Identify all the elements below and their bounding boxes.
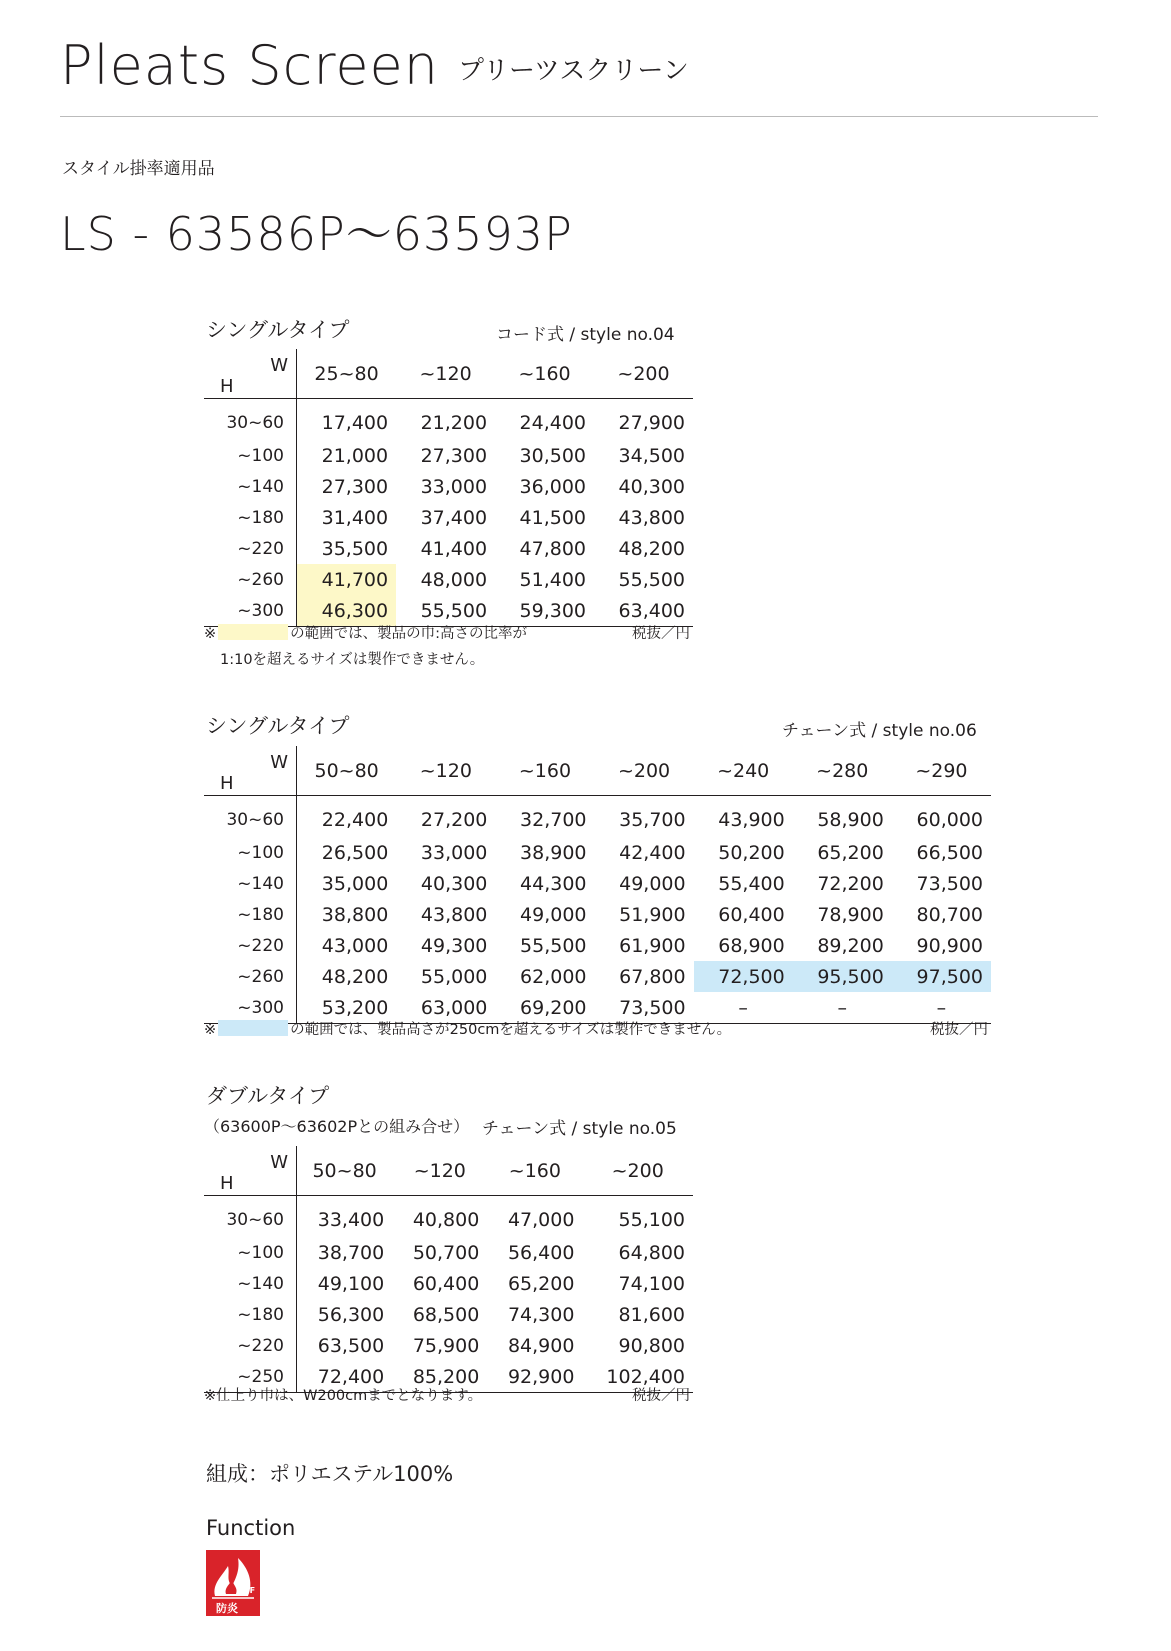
table-row (204, 533, 693, 564)
table-header-row (204, 1146, 693, 1196)
column-header: ~120 (396, 349, 495, 399)
price-cell: 73,500 (916, 872, 983, 895)
row-header: 30~60 (204, 796, 297, 838)
column-header: 50~80 (297, 1146, 393, 1196)
column-header: ~160 (495, 746, 594, 796)
badge-small-text: NIF (240, 1586, 256, 1595)
composition-label: 組成：ポリエステル100% (206, 1462, 454, 1486)
price-cell: 27,300 (321, 475, 389, 498)
table-corner (204, 1146, 297, 1196)
page-title-japanese: プリーツスクリーン (458, 56, 689, 86)
table-row (204, 1330, 693, 1361)
price-cell: 55,100 (618, 1208, 685, 1231)
price-cell: 27,200 (420, 808, 488, 831)
height-axis-label: H (220, 773, 234, 794)
table2-style: チェーン式 / style no.06 (782, 721, 977, 741)
price-cell: 27,300 (420, 444, 488, 467)
price-cell: 30,500 (519, 444, 587, 467)
row-header: ~180 (204, 1299, 297, 1330)
table3-title: ダブルタイプ (206, 1084, 330, 1108)
price-cell: 47,800 (519, 537, 587, 560)
table3-unit: 税抜／円 (632, 1388, 690, 1404)
price-cell: 90,900 (916, 934, 983, 957)
row-header: ~260 (204, 961, 297, 992)
price-cell: 48,200 (618, 537, 685, 560)
table2-note (204, 1018, 731, 1039)
price-cell: 68,500 (412, 1303, 480, 1326)
column-header: ~160 (487, 1146, 582, 1196)
column-header: ~200 (582, 1146, 693, 1196)
price-cell: 72,200 (817, 872, 884, 895)
price-cell: 50,700 (412, 1241, 480, 1264)
price-cell: 65,200 (817, 841, 884, 864)
price-cell: 56,400 (507, 1241, 575, 1264)
table2-unit: 税抜／円 (930, 1022, 988, 1038)
page-title: Pleats Screen (60, 34, 440, 97)
highlight-swatch-yellow (218, 624, 288, 640)
price-cell: 41,500 (519, 506, 587, 529)
function-label: Function (206, 1516, 296, 1540)
table1-style: コード式 / style no.04 (496, 325, 675, 345)
price-cell: 37,400 (420, 506, 488, 529)
price-cell: 65,200 (507, 1272, 575, 1295)
row-header: ~140 (204, 471, 297, 502)
price-cell: 34,500 (618, 444, 685, 467)
price-cell: 64,800 (618, 1241, 685, 1264)
table-row (204, 961, 991, 992)
row-header: ~260 (204, 564, 297, 595)
price-cell-highlighted: 97,500 (892, 961, 991, 992)
price-cell: 32,700 (520, 808, 587, 831)
price-cell: 48,000 (420, 568, 488, 591)
price-cell: 17,400 (321, 411, 389, 434)
price-cell: 38,800 (321, 903, 389, 926)
row-header: ~300 (204, 992, 297, 1024)
row-header: 30~60 (204, 1196, 297, 1238)
note-mark: ※ (204, 1022, 217, 1038)
table1-note (204, 622, 527, 643)
badge-main-text: 防炎 (216, 1602, 238, 1615)
price-cell: 63,500 (317, 1334, 385, 1357)
price-cell: 60,400 (718, 903, 785, 926)
price-cell: 84,900 (507, 1334, 575, 1357)
price-cell: 40,300 (618, 475, 685, 498)
table-header-row (204, 349, 693, 399)
table1-unit: 税抜／円 (632, 626, 690, 642)
row-header: ~180 (204, 899, 297, 930)
price-cell: 73,500 (595, 992, 694, 1024)
row-header: ~140 (204, 1268, 297, 1299)
price-cell: 51,400 (519, 568, 587, 591)
price-cell: 62,000 (520, 965, 587, 988)
price-cell: 60,000 (916, 808, 983, 831)
table3-style: チェーン式 / style no.05 (482, 1119, 677, 1139)
note-text: の範囲では、製品高さが250cmを超えるサイズは製作できません。 (290, 1022, 732, 1038)
table-row (204, 796, 991, 838)
price-cell-highlighted: 46,300 (297, 595, 397, 627)
price-cell: 33,000 (420, 841, 488, 864)
style-rate-label: スタイル掛率適用品 (62, 159, 215, 179)
column-header: 50~80 (297, 746, 397, 796)
price-cell: 85,200 (392, 1361, 487, 1393)
table-row (204, 1299, 693, 1330)
table-row (204, 899, 991, 930)
price-cell: 80,700 (916, 903, 983, 926)
column-header: ~290 (892, 746, 991, 796)
price-cell: 92,900 (487, 1361, 582, 1393)
price-cell: 89,200 (817, 934, 884, 957)
note-mark: ※ (204, 626, 217, 642)
column-header: ~200 (594, 349, 693, 399)
table-row (204, 502, 693, 533)
price-cell: 75,900 (412, 1334, 480, 1357)
price-cell: 44,300 (520, 872, 587, 895)
price-cell: 49,300 (420, 934, 488, 957)
column-header: ~280 (793, 746, 892, 796)
price-cell: 53,200 (297, 992, 397, 1024)
price-cell: 42,400 (619, 841, 686, 864)
price-cell: 50,200 (718, 841, 785, 864)
price-cell: 21,200 (420, 411, 488, 434)
table-row (204, 1237, 693, 1268)
table-row (204, 471, 693, 502)
row-header: ~220 (204, 930, 297, 961)
price-cell: 49,100 (317, 1272, 385, 1295)
highlight-swatch-blue (218, 1020, 288, 1036)
price-cell: 24,400 (519, 411, 587, 434)
price-cell: 81,600 (618, 1303, 685, 1326)
table3-subtitle: （63600P～63602Pとの組み合せ） (204, 1117, 470, 1136)
price-cell: 40,300 (420, 872, 488, 895)
width-axis-label: W (270, 752, 288, 773)
price-cell: 35,000 (321, 872, 389, 895)
price-cell: 22,400 (321, 808, 389, 831)
price-cell-highlighted: 41,700 (297, 564, 397, 595)
price-table-chain-single (204, 746, 991, 1024)
price-cell: 35,700 (619, 808, 686, 831)
row-header: ~100 (204, 440, 297, 471)
column-header: ~160 (495, 349, 594, 399)
table2-title: シングルタイプ (206, 714, 350, 738)
price-cell: 102,400 (582, 1361, 693, 1393)
price-cell: 43,800 (420, 903, 488, 926)
table1-note-line2: 1:10を超えるサイズは製作できません。 (220, 652, 485, 668)
row-header: ~100 (204, 837, 297, 868)
price-cell: 61,900 (619, 934, 686, 957)
price-cell: 51,900 (619, 903, 686, 926)
price-cell: 40,800 (412, 1208, 480, 1231)
price-cell: 59,300 (495, 595, 594, 627)
price-cell: 55,400 (718, 872, 785, 895)
price-cell: 55,500 (396, 595, 495, 627)
height-axis-label: H (220, 1173, 234, 1194)
price-cell: 69,200 (495, 992, 594, 1024)
price-cell: 43,000 (321, 934, 389, 957)
price-cell: 26,500 (321, 841, 389, 864)
price-cell: 49,000 (520, 903, 587, 926)
price-table-cord (204, 349, 693, 627)
price-cell: 41,400 (420, 537, 488, 560)
row-header: ~300 (204, 595, 297, 627)
model-number: LS - 63586P～63593P (60, 207, 573, 261)
price-cell: 55,500 (618, 568, 685, 591)
price-cell: 66,500 (916, 841, 983, 864)
width-axis-label: W (270, 1152, 288, 1173)
price-cell: 56,300 (317, 1303, 385, 1326)
price-cell: 58,900 (817, 808, 884, 831)
price-cell-empty: – (793, 992, 892, 1024)
table-row (204, 399, 693, 441)
flame-retardant-icon (206, 1550, 260, 1616)
note-text: の範囲では、製品の巾:高さの比率が (290, 626, 528, 642)
price-cell: 60,400 (412, 1272, 480, 1295)
price-cell: 78,900 (817, 903, 884, 926)
price-cell: 49,000 (619, 872, 686, 895)
table-row (204, 564, 693, 595)
row-header: ~180 (204, 502, 297, 533)
price-cell: 38,700 (317, 1241, 385, 1264)
price-cell: 55,500 (520, 934, 587, 957)
table-row (204, 1196, 693, 1238)
price-cell: 33,000 (420, 475, 488, 498)
height-axis-label: H (220, 376, 234, 397)
price-cell: 27,900 (618, 411, 685, 434)
price-cell: 63,000 (396, 992, 495, 1024)
table3-note: ※仕上り巾は、W200cmまでとなります。 (204, 1388, 483, 1404)
table-row (204, 868, 991, 899)
table-corner (204, 349, 297, 399)
table-corner (204, 746, 297, 796)
header-divider (60, 116, 1098, 117)
column-header: ~200 (595, 746, 694, 796)
price-cell: 72,400 (297, 1361, 393, 1393)
price-cell: 38,900 (520, 841, 587, 864)
price-cell: 74,300 (507, 1303, 575, 1326)
price-cell-highlighted: 95,500 (793, 961, 892, 992)
table-row (204, 930, 991, 961)
price-cell: 47,000 (507, 1208, 575, 1231)
column-header: ~120 (392, 1146, 487, 1196)
price-cell: 43,900 (718, 808, 785, 831)
column-header: 25~80 (297, 349, 397, 399)
price-table-chain-double (204, 1146, 693, 1393)
row-header: ~100 (204, 1237, 297, 1268)
row-header: ~220 (204, 1330, 297, 1361)
price-cell: 68,900 (718, 934, 785, 957)
price-cell: 35,500 (321, 537, 389, 560)
price-cell: 74,100 (618, 1272, 685, 1295)
table1-title: シングルタイプ (206, 318, 350, 342)
price-cell: 48,200 (321, 965, 389, 988)
price-cell: 21,000 (321, 444, 389, 467)
price-cell-empty: – (892, 992, 991, 1024)
price-cell: 43,800 (618, 506, 685, 529)
column-header: ~120 (396, 746, 495, 796)
table-row (204, 837, 991, 868)
table-header-row (204, 746, 991, 796)
price-cell: 63,400 (594, 595, 693, 627)
column-header: ~240 (694, 746, 793, 796)
table-row (204, 1268, 693, 1299)
price-cell: 36,000 (519, 475, 587, 498)
row-header: ~220 (204, 533, 297, 564)
row-header: ~140 (204, 868, 297, 899)
row-header: 30~60 (204, 399, 297, 441)
table-row (204, 440, 693, 471)
price-cell-highlighted: 72,500 (694, 961, 793, 992)
price-cell: 55,000 (420, 965, 488, 988)
price-cell: 90,800 (618, 1334, 685, 1357)
price-cell: 31,400 (321, 506, 389, 529)
price-cell: 33,400 (317, 1208, 385, 1231)
row-header: ~250 (204, 1361, 297, 1393)
price-cell: 67,800 (619, 965, 686, 988)
price-cell-empty: – (694, 992, 793, 1024)
width-axis-label: W (270, 355, 288, 376)
